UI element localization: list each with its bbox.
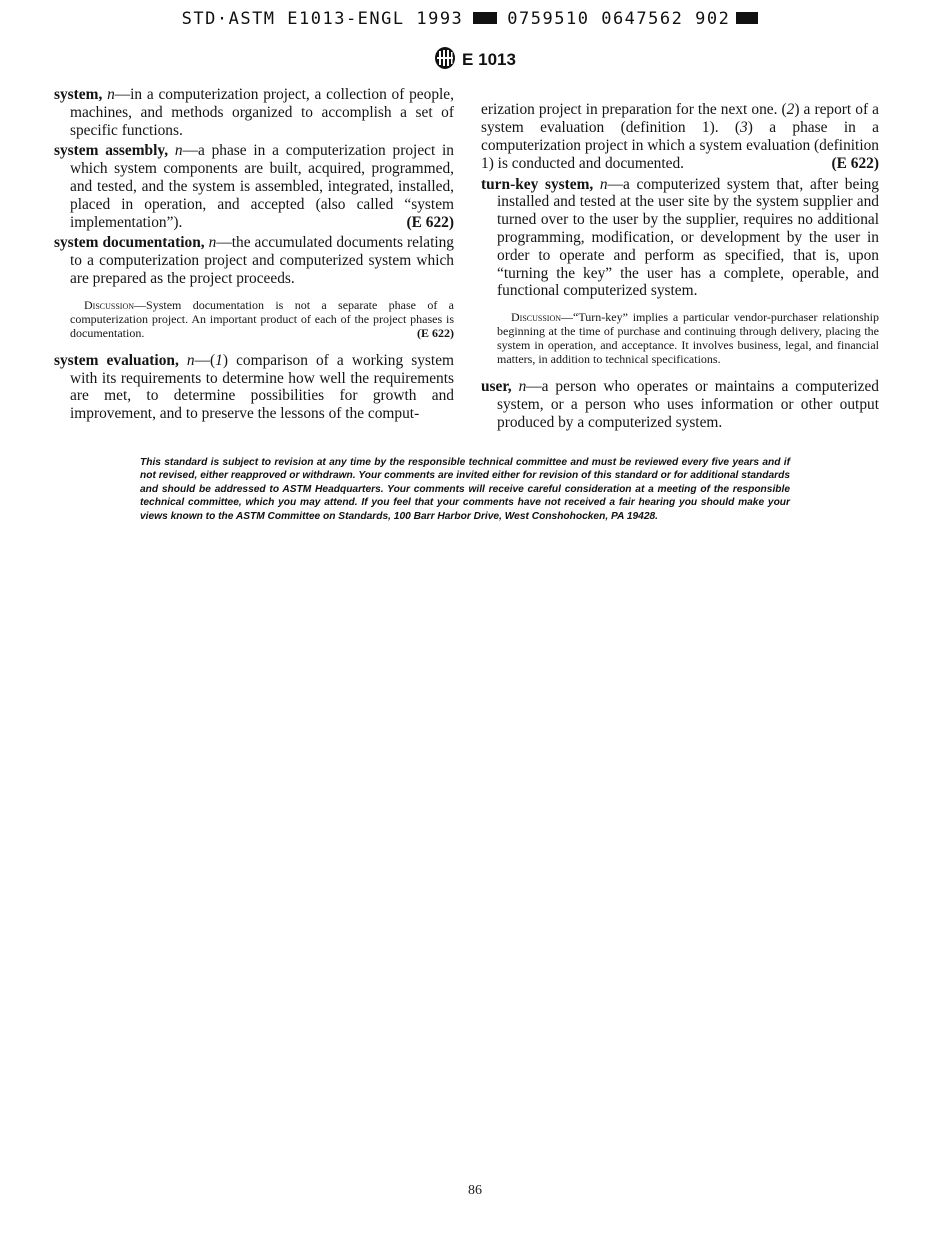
catalog-code-1: 0759510 <box>507 9 590 29</box>
redaction-block <box>736 12 758 24</box>
definition-text: ) a phase in a computerization project in which a system evaluation (definition 1) is conducted and documented. <box>481 119 879 172</box>
left-column <box>54 86 454 426</box>
item-number: 2 <box>786 101 795 119</box>
discussion-text: —System documentation is not a separate phase of a computerization project. An important product of each of the project phases is documentation. <box>70 297 454 340</box>
term: system, <box>54 86 103 103</box>
term: system documentation, <box>54 234 205 252</box>
definition-text: ) comparison of a working system with its requirements to determine how well the requirements are met, to determine possibilities for growth and improvement, and to preserve the lessons of the comput- <box>70 351 454 423</box>
discussion-turn-key-system <box>497 310 879 366</box>
part-of-speech: n <box>186 351 195 369</box>
definition-system-evaluation <box>54 352 454 423</box>
part-of-speech: n <box>208 234 217 252</box>
definition-system <box>54 86 454 139</box>
reference: (E 622) <box>831 154 879 172</box>
document-header <box>0 9 950 29</box>
item-number: 1 <box>215 351 223 369</box>
reference: (E 622) <box>417 325 454 340</box>
definition-system-documentation <box>54 234 454 287</box>
discussion-system-documentation <box>70 298 454 340</box>
catalog-code-3: 902 <box>695 9 731 29</box>
discussion-label: Discussion <box>84 297 135 312</box>
part-of-speech: n <box>174 142 183 160</box>
term: turn-key system, <box>481 175 594 193</box>
doc-code: STD·ASTM E1013-ENGL 1993 <box>181 9 464 29</box>
definition-system-evaluation-continued <box>481 101 879 172</box>
designation-text: E 1013 <box>462 50 516 69</box>
definition-text: —a computerized system that, after being installed and tested at the user site by the system supplier and turned over to the user by the supplier, requires no additional programming, modification, or development by the user in order to operate and perform as specified, that is, upon “turning the key” the user has a complete, operable, and functional computerized system. <box>497 175 879 300</box>
part-of-speech: n <box>518 378 527 396</box>
definition-text: erization project in preparation for the next one. ( <box>481 101 787 119</box>
reference: (E 622) <box>406 213 454 231</box>
standard-designation <box>0 46 950 70</box>
page-number: 86 <box>468 1183 482 1198</box>
part-of-speech: n <box>107 86 115 103</box>
definition-user <box>481 378 879 431</box>
part-of-speech: n <box>599 175 608 193</box>
discussion-text: —“Turn-key” implies a particular vendor-purchaser relationship beginning at the time of purchase and continuing through delivery, placing the system in operation, and acceptance. It involves business, legal, and financial matters, in addition to technical specifications. <box>497 310 879 367</box>
definition-text: —the accumulated documents relating to a computerization project and computerized system which are prepared as the project proceeds. <box>70 234 455 287</box>
revision-notice: This standard is subject to revision at any time by the responsible technical committee and must be reviewed every five years and if not revised, either reapproved or withdrawn. Your comments are invited either for revision of this standard or for additional standards and should be addressed to ASTM Headquarters. Your comments will receive careful consideration at a meeting of the responsible technical committee, which you may attend. If you feel that your comments have not received a fair hearing you should make your views known to the ASTM Committee on Standards, 100 Barr Harbor Drive, West Conshohocken, PA 19428. <box>140 457 790 522</box>
redaction-block <box>473 12 497 24</box>
term: system assembly, <box>54 142 169 160</box>
astm-logo-icon <box>434 46 456 70</box>
definition-system-assembly <box>54 142 454 231</box>
right-column <box>481 86 879 435</box>
term: system evaluation, <box>54 351 179 369</box>
definition-text: —a phase in a computerization project in which system components are built, acquired, programmed, and tested, and the system is assembled, integrated, installed, placed in operation, and accepted (also called “system implementation”). <box>70 142 454 231</box>
dash: —( <box>194 351 216 369</box>
definition-turn-key-system <box>481 176 879 301</box>
definition-text: —in a computerization project, a collection of people, machines, and methods organized to accomplish a set of specific functions. <box>70 86 454 139</box>
discussion-label: Discussion <box>511 310 562 325</box>
definition-text: —a person who operates or maintains a computerized system, or a person who uses information or other output produced by a computerized system. <box>497 378 879 431</box>
catalog-code-2: 0647562 <box>601 9 684 29</box>
definition-text: ) a report of a system evaluation (definition 1). ( <box>481 101 879 137</box>
item-number: 3 <box>740 119 748 137</box>
term: user, <box>481 378 512 396</box>
